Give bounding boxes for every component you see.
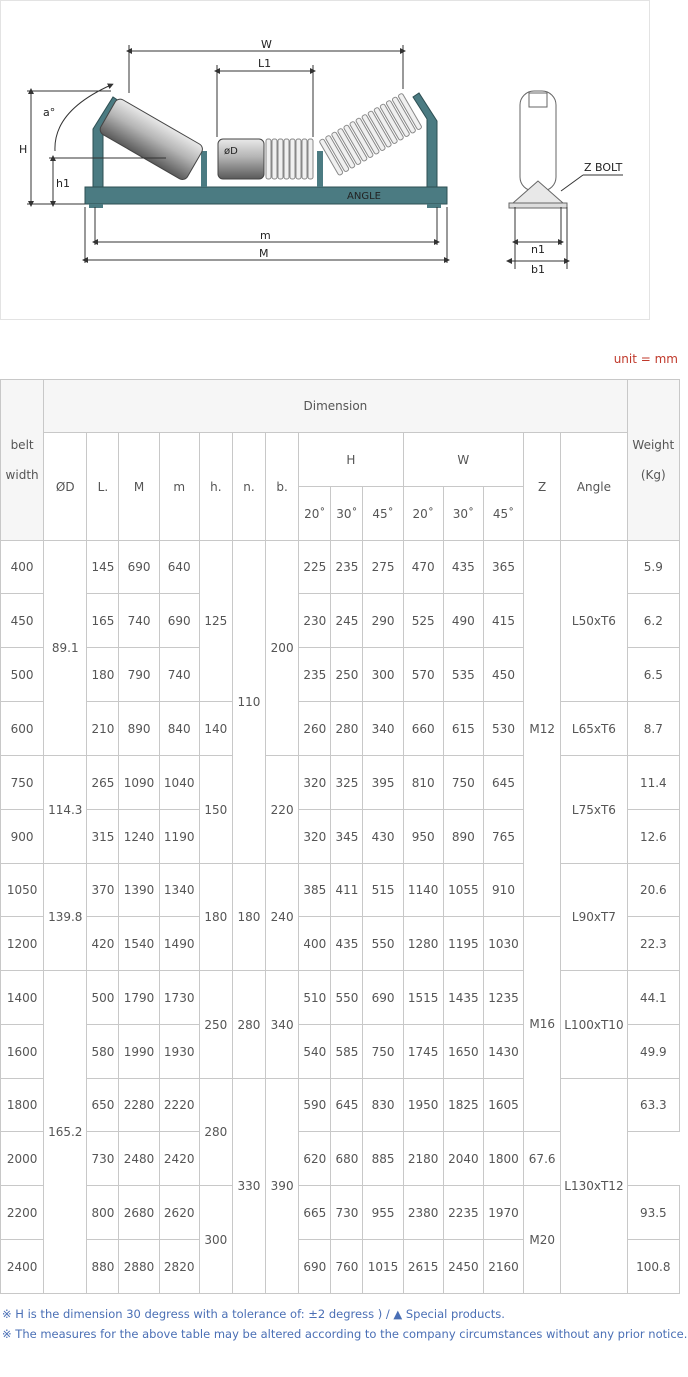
cell-W30: 490 (443, 594, 483, 648)
cell-H45: 275 (363, 541, 403, 594)
cell-h: 180 (199, 864, 232, 971)
cell-W45: 910 (483, 864, 523, 917)
cell-W45: 1430 (483, 1025, 523, 1079)
cell-belt-width: 500 (1, 648, 44, 702)
cell-W45: 450 (483, 648, 523, 702)
cell-angle: L100xT10 (561, 971, 627, 1079)
cell-L: 650 (87, 1079, 119, 1132)
cell-weight: 11.4 (627, 756, 679, 810)
label-M: M (259, 247, 269, 260)
cell-b: 220 (266, 756, 299, 864)
idler-drawing (1, 1, 651, 321)
idler-diagram (0, 0, 650, 320)
cell-H30: 550 (331, 971, 363, 1025)
cell-L: 500 (87, 971, 119, 1025)
cell-W20: 660 (403, 702, 443, 756)
header-weight (627, 380, 679, 541)
label-W: W (261, 38, 272, 51)
header-weight-label: Weight (632, 438, 675, 452)
cell-W30: 1055 (443, 864, 483, 917)
cell-W30: 2450 (443, 1240, 483, 1294)
cell-m: 1040 (159, 756, 199, 810)
cell-h: 300 (199, 1186, 232, 1294)
cell-M: 1540 (119, 917, 159, 971)
cell-D: 139.8 (44, 864, 87, 971)
cell-weight: 44.1 (627, 971, 679, 1025)
cell-angle: L65xT6 (561, 702, 627, 756)
cell-belt-width: 1050 (1, 864, 44, 917)
cell-angle: L50xT6 (561, 541, 627, 702)
cell-m: 740 (159, 648, 199, 702)
cell-D: 114.3 (44, 756, 87, 864)
cell-W45: 1030 (483, 917, 523, 971)
cell-W45: 530 (483, 702, 523, 756)
cell-W45: 365 (483, 541, 523, 594)
cell-W45: 2160 (483, 1240, 523, 1294)
cell-H45: 1015 (363, 1240, 403, 1294)
cell-W20: 810 (403, 756, 443, 810)
header-H20: 20˚ (299, 487, 331, 541)
cell-W45: 1235 (483, 971, 523, 1025)
cell-W45: 645 (483, 756, 523, 810)
cell-H30: 645 (331, 1079, 363, 1132)
cell-m: 2820 (159, 1240, 199, 1294)
cell-W30: 535 (443, 648, 483, 702)
table-row (1, 756, 680, 810)
header-W: W (403, 433, 523, 487)
cell-H45: 395 (363, 756, 403, 810)
cell-H20: 320 (299, 810, 331, 864)
cell-M: 1990 (119, 1025, 159, 1079)
cell-belt-width: 1600 (1, 1025, 44, 1079)
cell-M: 1390 (119, 864, 159, 917)
label-angle: ANGLE (347, 191, 381, 202)
header-h: h. (199, 433, 232, 541)
cell-W20: 1515 (403, 971, 443, 1025)
cell-weight: 8.7 (627, 702, 679, 756)
cell-belt-width: 1400 (1, 971, 44, 1025)
header-W45: 45˚ (483, 487, 523, 541)
cell-W20: 470 (403, 541, 443, 594)
cell-L: 265 (87, 756, 119, 810)
cell-L: 420 (87, 917, 119, 971)
cell-belt-width: 900 (1, 810, 44, 864)
cell-W20: 950 (403, 810, 443, 864)
header-H45: 45˚ (363, 487, 403, 541)
cell-H30: 325 (331, 756, 363, 810)
cell-L: 145 (87, 541, 119, 594)
cell-b: 240 (266, 864, 299, 971)
cell-M: 790 (119, 648, 159, 702)
cell-b: 390 (266, 1079, 299, 1294)
cell-weight: 6.2 (627, 594, 679, 648)
cell-H30: 680 (331, 1132, 363, 1186)
cell-M: 690 (119, 541, 159, 594)
cell-W20: 1140 (403, 864, 443, 917)
cell-belt-width: 750 (1, 756, 44, 810)
cell-h: 125 (199, 541, 232, 702)
cell-H30: 411 (331, 864, 363, 917)
cell-H20: 225 (299, 541, 331, 594)
cell-m: 1730 (159, 971, 199, 1025)
cell-b: 340 (266, 971, 299, 1079)
cell-H45: 750 (363, 1025, 403, 1079)
cell-H20: 690 (299, 1240, 331, 1294)
cell-H20: 235 (299, 648, 331, 702)
cell-M: 740 (119, 594, 159, 648)
header-angle: Angle (561, 433, 627, 541)
cell-H45: 955 (363, 1186, 403, 1240)
cell-H30: 345 (331, 810, 363, 864)
cell-angle: L75xT6 (561, 756, 627, 864)
label-h1: h1 (56, 177, 70, 190)
cell-h: 250 (199, 971, 232, 1079)
table-row (1, 864, 680, 917)
header-dimension: Dimension (44, 380, 627, 433)
cell-L: 165 (87, 594, 119, 648)
cell-L: 315 (87, 810, 119, 864)
cell-weight: 22.3 (627, 917, 679, 971)
cell-D: 89.1 (44, 541, 87, 756)
cell-n: 280 (232, 971, 265, 1079)
cell-L: 370 (87, 864, 119, 917)
cell-W20: 570 (403, 648, 443, 702)
cell-W30: 2235 (443, 1186, 483, 1240)
cell-belt-width: 2200 (1, 1186, 44, 1240)
cell-M: 2680 (119, 1186, 159, 1240)
cell-H30: 730 (331, 1186, 363, 1240)
cell-H45: 885 (363, 1132, 403, 1186)
cell-W45: 415 (483, 594, 523, 648)
cell-W45: 1800 (483, 1132, 523, 1186)
cell-W20: 525 (403, 594, 443, 648)
label-m: m (260, 229, 271, 242)
cell-H20: 510 (299, 971, 331, 1025)
cell-m: 1490 (159, 917, 199, 971)
cell-weight: 93.5 (627, 1186, 679, 1240)
cell-M: 2880 (119, 1240, 159, 1294)
cell-W30: 750 (443, 756, 483, 810)
header-W20: 20˚ (403, 487, 443, 541)
cell-m: 1930 (159, 1025, 199, 1079)
cell-H45: 830 (363, 1079, 403, 1132)
cell-H45: 340 (363, 702, 403, 756)
cell-M: 2480 (119, 1132, 159, 1186)
cell-H45: 690 (363, 971, 403, 1025)
cell-W20: 2615 (403, 1240, 443, 1294)
cell-H20: 320 (299, 756, 331, 810)
cell-belt-width: 400 (1, 541, 44, 594)
header-W30: 30˚ (443, 487, 483, 541)
label-b1: b1 (531, 263, 545, 276)
header-H: H (299, 433, 403, 487)
header-m: m (159, 433, 199, 541)
cell-M: 1790 (119, 971, 159, 1025)
cell-H20: 230 (299, 594, 331, 648)
cell-m: 840 (159, 702, 199, 756)
cell-H45: 515 (363, 864, 403, 917)
cell-m: 640 (159, 541, 199, 594)
cell-H20: 400 (299, 917, 331, 971)
cell-H20: 665 (299, 1186, 331, 1240)
cell-W30: 1650 (443, 1025, 483, 1079)
cell-n: 330 (232, 1079, 265, 1294)
cell-W30: 615 (443, 702, 483, 756)
cell-W45: 765 (483, 810, 523, 864)
cell-weight: 67.6 (524, 1132, 561, 1186)
cell-H30: 245 (331, 594, 363, 648)
header-belt-width (1, 380, 44, 541)
cell-W30: 1195 (443, 917, 483, 971)
label-H: H (19, 143, 28, 156)
header-D: ØD (44, 433, 87, 541)
cell-m: 2420 (159, 1132, 199, 1186)
cell-n: 180 (232, 864, 265, 971)
cell-H45: 300 (363, 648, 403, 702)
cell-Z: M20 (524, 1186, 561, 1294)
cell-H30: 760 (331, 1240, 363, 1294)
cell-belt-width: 2400 (1, 1240, 44, 1294)
cell-n: 110 (232, 541, 265, 864)
label-L1: L1 (258, 57, 272, 70)
label-zbolt: Z BOLT (584, 161, 623, 174)
cell-angle: L90xT7 (561, 864, 627, 971)
cell-H30: 585 (331, 1025, 363, 1079)
footnote-disclaimer: ※ The measures for the above table may be altered according to the company circumstances without any prior notice. (2, 1327, 688, 1341)
cell-m: 1190 (159, 810, 199, 864)
cell-angle: L130xT12 (561, 1079, 627, 1294)
cell-h: 150 (199, 756, 232, 864)
header-b: b. (266, 433, 299, 541)
cell-W30: 2040 (443, 1132, 483, 1186)
cell-M: 1090 (119, 756, 159, 810)
header-L: L. (87, 433, 119, 541)
cell-H45: 430 (363, 810, 403, 864)
cell-weight: 63.3 (627, 1079, 679, 1132)
cell-W20: 1950 (403, 1079, 443, 1132)
cell-weight: 20.6 (627, 864, 679, 917)
cell-belt-width: 450 (1, 594, 44, 648)
table-row (1, 1079, 680, 1132)
cell-H20: 385 (299, 864, 331, 917)
cell-weight: 12.6 (627, 810, 679, 864)
cell-H20: 590 (299, 1079, 331, 1132)
header-weight-unit: (Kg) (640, 468, 666, 482)
cell-L: 180 (87, 648, 119, 702)
cell-h: 140 (199, 702, 232, 756)
cell-W45: 1970 (483, 1186, 523, 1240)
cell-m: 2220 (159, 1079, 199, 1132)
cell-W20: 1745 (403, 1025, 443, 1079)
footnotes (2, 1304, 687, 1344)
label-a: a° (43, 106, 56, 119)
cell-L: 210 (87, 702, 119, 756)
cell-H20: 540 (299, 1025, 331, 1079)
cell-H30: 280 (331, 702, 363, 756)
cell-W30: 1825 (443, 1079, 483, 1132)
cell-H30: 235 (331, 541, 363, 594)
cell-H20: 260 (299, 702, 331, 756)
header-Z: Z (524, 433, 561, 541)
cell-L: 880 (87, 1240, 119, 1294)
cell-W20: 2180 (403, 1132, 443, 1186)
header-width: width (5, 468, 39, 482)
cell-m: 690 (159, 594, 199, 648)
cell-L: 800 (87, 1186, 119, 1240)
cell-W45: 1605 (483, 1079, 523, 1132)
cell-m: 1340 (159, 864, 199, 917)
cell-H30: 435 (331, 917, 363, 971)
cell-Z: M16 (524, 917, 561, 1132)
cell-W30: 890 (443, 810, 483, 864)
cell-belt-width: 2000 (1, 1132, 44, 1186)
cell-b: 200 (266, 541, 299, 756)
cell-W20: 2380 (403, 1186, 443, 1240)
cell-weight: 100.8 (627, 1240, 679, 1294)
header-H30: 30˚ (331, 487, 363, 541)
header-n: n. (232, 433, 265, 541)
cell-L: 730 (87, 1132, 119, 1186)
table-row (1, 541, 680, 594)
header-M: M (119, 433, 159, 541)
cell-L: 580 (87, 1025, 119, 1079)
table-row (1, 702, 680, 756)
cell-H20: 620 (299, 1132, 331, 1186)
header-belt: belt (10, 438, 34, 452)
cell-M: 890 (119, 702, 159, 756)
cell-H45: 290 (363, 594, 403, 648)
cell-belt-width: 600 (1, 702, 44, 756)
dimension-table (0, 379, 680, 1294)
cell-M: 2280 (119, 1079, 159, 1132)
cell-weight: 6.5 (627, 648, 679, 702)
cell-belt-width: 1200 (1, 917, 44, 971)
cell-h: 280 (199, 1079, 232, 1186)
cell-m: 2620 (159, 1186, 199, 1240)
label-D: øD (224, 146, 238, 157)
cell-M: 1240 (119, 810, 159, 864)
cell-W30: 1435 (443, 971, 483, 1025)
cell-belt-width: 1800 (1, 1079, 44, 1132)
unit-label: unit = mm (613, 352, 678, 366)
footnote-tolerance: ※ H is the dimension 30 degress with a tolerance of: ±2 degress ) / ▲ Special products. (2, 1307, 505, 1321)
cell-D: 165.2 (44, 971, 87, 1294)
cell-H45: 550 (363, 917, 403, 971)
table-row (1, 971, 680, 1025)
cell-Z: M12 (524, 541, 561, 917)
cell-weight: 5.9 (627, 541, 679, 594)
cell-W20: 1280 (403, 917, 443, 971)
cell-weight: 49.9 (627, 1025, 679, 1079)
label-n1: n1 (531, 243, 545, 256)
cell-W30: 435 (443, 541, 483, 594)
cell-H30: 250 (331, 648, 363, 702)
